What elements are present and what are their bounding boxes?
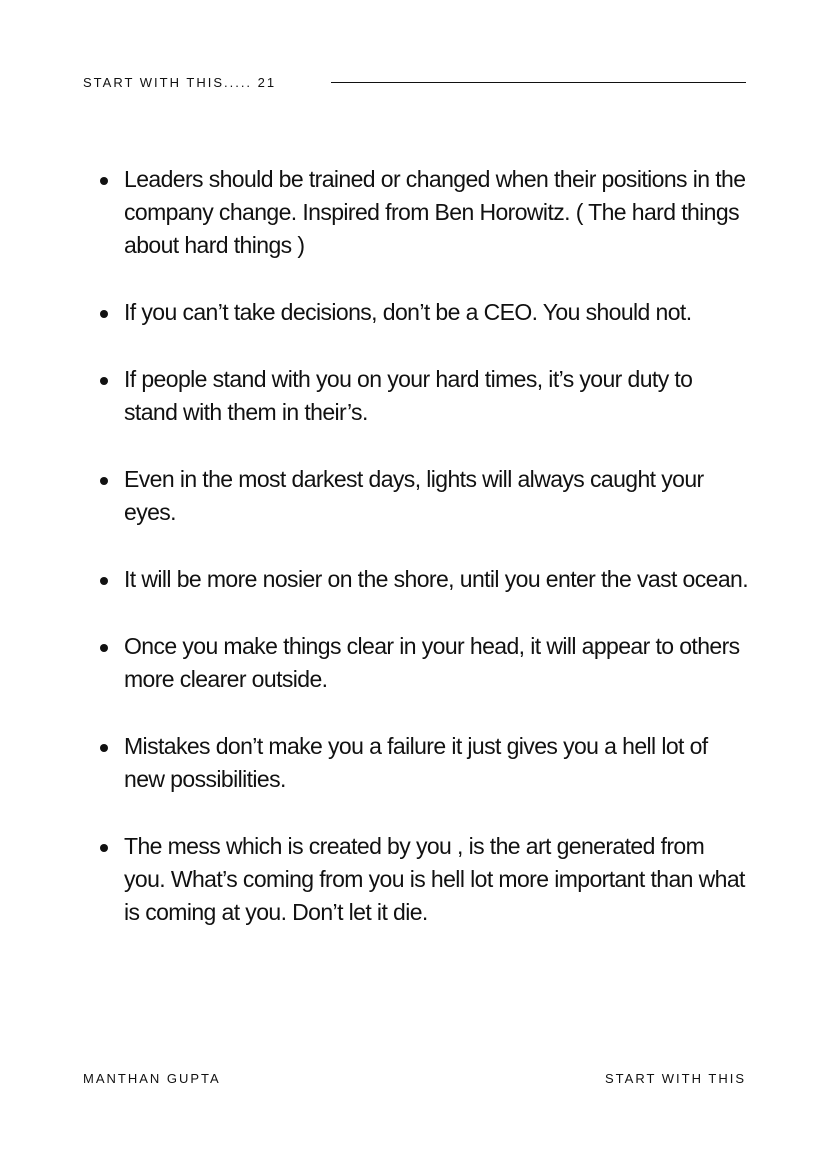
list-item: If people stand with you on your hard times, it’s your duty to stand with them in their’s. bbox=[100, 363, 750, 429]
list-item: Once you make things clear in your head, it will appear to others more clearer outside. bbox=[100, 630, 750, 696]
header-rule-line bbox=[331, 82, 746, 83]
running-header-title: START WITH THIS..... 21 bbox=[83, 75, 277, 90]
footer-book-title: START WITH THIS bbox=[605, 1071, 746, 1086]
list-item: It will be more nosier on the shore, until you enter the vast ocean. bbox=[100, 563, 750, 596]
quote-list bbox=[100, 163, 750, 929]
page-header bbox=[83, 74, 746, 92]
page-content bbox=[100, 163, 750, 963]
list-item: Even in the most darkest days, lights will always caught your eyes. bbox=[100, 463, 750, 529]
list-item: Mistakes don’t make you a failure it just gives you a hell lot of new possibilities. bbox=[100, 730, 750, 796]
list-item: The mess which is created by you , is the art generated from you. What’s coming from you is hell lot more important than what is coming at you. Don’t let it die. bbox=[100, 830, 750, 929]
footer-author: MANTHAN GUPTA bbox=[83, 1071, 221, 1086]
list-item: If you can’t take decisions, don’t be a CEO. You should not. bbox=[100, 296, 750, 329]
list-item: Leaders should be trained or changed when their positions in the company change. Inspired from Ben Horowitz. ( The hard things about hard things ) bbox=[100, 163, 750, 262]
